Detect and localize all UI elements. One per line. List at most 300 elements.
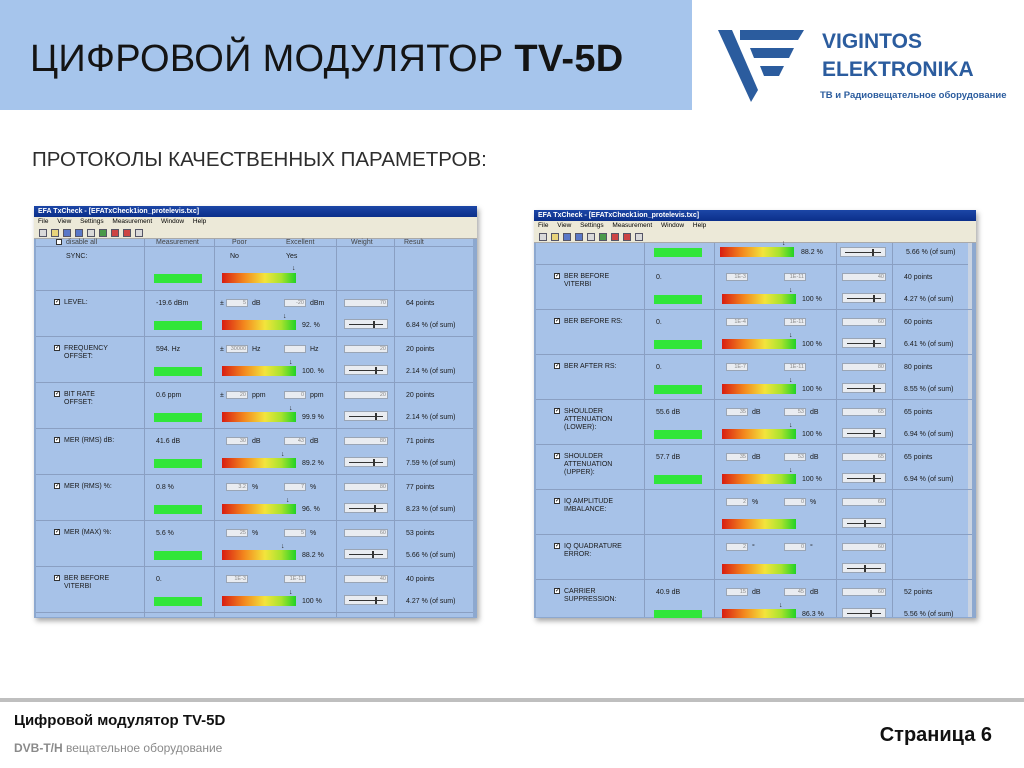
page-title: ЦИФРОВОЙ МОДУЛЯТОР TV-5D: [30, 38, 624, 80]
parameter-label: ATTENUATION: [564, 416, 613, 423]
quality-meter: [722, 429, 796, 439]
parameter-row: [536, 535, 972, 580]
excellent-limit-input[interactable]: 5: [284, 529, 306, 537]
parameter-checkbox[interactable]: ✓: [555, 453, 561, 459]
sync-no-label: No: [230, 253, 239, 260]
parameter-label: BER AFTER RS:: [564, 363, 617, 370]
sync-marker-icon: ↓: [292, 265, 296, 272]
page-number: Страница 6: [879, 724, 992, 746]
weight-share: 6.94 % (of sum): [904, 431, 954, 438]
quality-percent: 88.2 %: [302, 552, 324, 559]
section-subtitle: ПРОТОКОЛЫ КАЧЕСТВЕННЫХ ПАРАМЕТРОВ:: [32, 148, 487, 171]
quality-meter: [222, 550, 296, 560]
parameter-label: BER BEFORE: [64, 575, 110, 582]
menu-view[interactable]: View: [57, 218, 72, 225]
status-box: [154, 505, 202, 514]
menu-help[interactable]: Help: [692, 222, 707, 229]
weight-slider[interactable]: [344, 365, 388, 375]
excellent-limit-input[interactable]: 1E-11: [784, 318, 806, 326]
parameter-checkbox[interactable]: ✓: [555, 408, 561, 414]
measured-value: 0.: [656, 364, 662, 371]
menu-settings[interactable]: Settings: [580, 222, 604, 229]
parameter-row: [36, 521, 473, 567]
poor-limit-input[interactable]: 3.2: [226, 483, 248, 491]
poor-limit-input[interactable]: 1E-3: [726, 273, 748, 281]
quality-meter: [720, 247, 794, 257]
parameter-row: [536, 310, 972, 355]
run-icon[interactable]: [599, 233, 607, 241]
disable-all-checkbox[interactable]: [56, 239, 62, 245]
weight-input[interactable]: 60: [842, 588, 886, 596]
excellent-limit-input[interactable]: 7: [284, 483, 306, 491]
weight-share: 5.66 % (of sum): [906, 249, 956, 256]
measurement-header: Measurement: [156, 239, 199, 246]
meter-marker-icon: ↓: [789, 422, 793, 429]
menu-window[interactable]: Window: [160, 218, 185, 225]
sync-label: SYNC:: [66, 253, 88, 260]
parameter-label: ERROR:: [564, 551, 592, 558]
save-as-icon[interactable]: [575, 233, 583, 241]
quality-meter: [722, 294, 796, 304]
poor-limit-input[interactable]: 30000: [226, 345, 248, 353]
parameter-label: SHOULDER: [564, 408, 603, 415]
measured-value: 0.: [656, 319, 662, 326]
points-value: 20 points: [406, 392, 435, 399]
open-icon[interactable]: [51, 229, 59, 237]
parameter-grid-right: [536, 240, 972, 618]
parameter-label: IQ QUADRATURE: [564, 543, 622, 550]
poor-limit-unit: ppm: [252, 392, 266, 399]
excellent-limit-input[interactable]: 45: [784, 588, 806, 596]
weight-input[interactable]: 65: [842, 408, 886, 416]
weight-share: 5.66 % (of sum): [406, 552, 456, 559]
window-titlebar[interactable]: EFA TxCheck - [EFATxCheck1ion_protelevis.txc]: [534, 210, 976, 221]
meter-marker-icon: ↓: [286, 497, 290, 504]
parameter-row: [36, 475, 473, 521]
quality-meter: [222, 458, 296, 468]
poor-limit-unit: %: [252, 484, 259, 491]
excellent-limit-input[interactable]: -20: [284, 299, 306, 307]
parameter-checkbox[interactable]: ✓: [55, 575, 61, 581]
menu-window[interactable]: Window: [660, 222, 685, 229]
excellent-limit-unit: Hz: [310, 346, 319, 353]
stop-icon[interactable]: [111, 229, 119, 237]
quality-percent: 100 %: [802, 386, 822, 393]
parameter-row: [36, 567, 473, 613]
measured-value: 40.9 dB: [656, 589, 681, 596]
meter-marker-icon: ↓: [789, 467, 793, 474]
poor-limit-input[interactable]: 15: [726, 588, 748, 596]
status-box: [154, 321, 202, 330]
measured-value: 57.7 dB: [656, 454, 681, 461]
logo-name: VIGINTOS ELEKTRONIKA: [822, 30, 974, 81]
parameter-label: BER BEFORE: [564, 273, 610, 280]
parameter-checkbox[interactable]: ✓: [55, 391, 61, 397]
quality-meter: [222, 504, 296, 514]
weight-input[interactable]: 80: [842, 363, 886, 371]
quality-percent: 96. %: [302, 506, 320, 513]
footer-title: Цифровой модулятор TV-5D: [14, 712, 226, 729]
poor-limit-unit: dB: [752, 589, 761, 596]
parameter-checkbox[interactable]: ✓: [55, 437, 61, 443]
parameter-checkbox[interactable]: ✓: [555, 498, 561, 504]
excellent-limit-input[interactable]: 0: [784, 498, 806, 506]
quality-meter: [222, 596, 296, 606]
meter-marker-icon: ↓: [782, 240, 786, 247]
weight-input[interactable]: 60: [842, 318, 886, 326]
parameter-label: (LOWER):: [564, 424, 597, 431]
logo-tagline: ТВ и Радиовещательное оборудование: [820, 90, 1007, 101]
weight-input[interactable]: 60: [344, 529, 388, 537]
measured-value: 0.6 ppm: [156, 392, 182, 399]
excellent-limit-input[interactable]: 0: [784, 543, 806, 551]
poor-limit-input[interactable]: 35: [726, 453, 748, 461]
poor-limit-unit: dB: [252, 438, 261, 445]
measured-value: 0.8 %: [156, 484, 174, 491]
excellent-limit-unit: %: [810, 499, 817, 506]
weight-slider[interactable]: [344, 319, 388, 329]
points-value: 40 points: [406, 576, 435, 583]
weight-slider[interactable]: [344, 457, 388, 467]
parameter-label: BER BEFORE RS:: [564, 318, 623, 325]
disable-all-label: disable all: [66, 239, 98, 246]
points-value: 40 points: [904, 274, 933, 281]
excellent-limit-unit: ppm: [310, 392, 324, 399]
excellent-limit-unit: dB: [810, 409, 819, 416]
weight-input[interactable]: 20: [344, 391, 388, 399]
weight-slider[interactable]: [840, 247, 886, 257]
quality-meter: [722, 609, 796, 618]
weight-slider[interactable]: [344, 549, 388, 559]
poor-limit-input[interactable]: 30: [226, 437, 248, 445]
logo-mark-icon: [718, 28, 808, 102]
parameter-label: CARRIER: [564, 588, 596, 595]
parameter-checkbox[interactable]: ✓: [555, 543, 561, 549]
weight-share: 2.14 % (of sum): [406, 368, 456, 375]
parameter-row: [36, 383, 473, 429]
result-header: Result: [404, 239, 424, 246]
measured-value: -19.6 dBm: [156, 300, 189, 307]
parameter-label: VITERBI: [564, 281, 592, 288]
weight-slider[interactable]: [344, 503, 388, 513]
quality-meter: [722, 474, 796, 484]
excellent-limit-unit: °: [810, 544, 813, 551]
weight-slider[interactable]: [842, 473, 886, 483]
poor-limit-input[interactable]: 1E-3: [226, 575, 248, 583]
meter-marker-icon: ↓: [779, 602, 783, 609]
print-icon[interactable]: [587, 233, 595, 241]
compare-icon[interactable]: [123, 229, 131, 237]
menu-measurement[interactable]: Measurement: [112, 218, 153, 225]
quality-meter: [222, 412, 296, 422]
open-icon[interactable]: [551, 233, 559, 241]
excellent-limit-unit: dB: [810, 454, 819, 461]
points-value: 80 points: [904, 364, 933, 371]
parameter-label: OFFSET:: [64, 399, 93, 406]
parameter-row: [36, 291, 473, 337]
points-value: 60 points: [904, 319, 933, 326]
poor-limit-input[interactable]: 2: [726, 498, 748, 506]
measured-value: 0.: [156, 576, 162, 583]
weight-slider[interactable]: [344, 411, 388, 421]
parameter-label: LEVEL:: [64, 299, 88, 306]
weight-slider[interactable]: [842, 293, 886, 303]
weight-input[interactable]: 40: [842, 273, 886, 281]
footer-divider: [0, 698, 1024, 702]
new-icon[interactable]: [39, 229, 47, 237]
points-value: 52 points: [904, 589, 933, 596]
plus-minus-label: ±: [220, 392, 224, 399]
excellent-header: Excellent: [286, 239, 315, 246]
meter-marker-icon: ↓: [289, 405, 293, 412]
quality-percent: 100 %: [802, 341, 822, 348]
meter-marker-icon: ↓: [289, 359, 293, 366]
status-box: [154, 413, 202, 422]
save-icon[interactable]: [63, 229, 71, 237]
weight-share: 8.23 % (of sum): [406, 506, 456, 513]
meter-marker-icon: ↓: [789, 377, 793, 384]
parameter-checkbox[interactable]: ✓: [55, 299, 61, 305]
meter-marker-icon: ↓: [281, 543, 285, 550]
parameter-row: [536, 265, 972, 310]
parameter-row: [536, 580, 972, 618]
weight-slider[interactable]: [842, 563, 886, 573]
print-icon[interactable]: [87, 229, 95, 237]
weight-share: 4.27 % (of sum): [406, 598, 456, 605]
measured-value: 0.: [656, 274, 662, 281]
excellent-limit-input[interactable]: 53: [784, 453, 806, 461]
parameter-row: [536, 490, 972, 535]
stop-icon[interactable]: [611, 233, 619, 241]
poor-limit-unit: °: [752, 544, 755, 551]
quality-percent: 100 %: [302, 598, 322, 605]
weight-share: 5.56 % (of sum): [904, 611, 954, 618]
footer-subtitle: DVB-T/H вещательное оборудование: [14, 741, 223, 755]
parameter-checkbox[interactable]: ✓: [55, 345, 61, 351]
poor-limit-input[interactable]: 35: [726, 408, 748, 416]
menu-measurement[interactable]: Measurement: [612, 222, 653, 229]
parameter-label: IMBALANCE:: [564, 506, 607, 513]
grid-header-row: [36, 239, 473, 247]
parameter-label: BIT RATE: [64, 391, 95, 398]
menu-bar: [34, 217, 477, 227]
weight-share: 7.59 % (of sum): [406, 460, 456, 467]
weight-input[interactable]: 60: [842, 543, 886, 551]
weight-slider[interactable]: [842, 518, 886, 528]
weight-share: 6.41 % (of sum): [904, 341, 954, 348]
top-partial-row: [536, 240, 972, 265]
status-box: [654, 295, 702, 304]
points-value: 65 points: [904, 409, 933, 416]
quality-percent: 100 %: [802, 431, 822, 438]
parameter-label: OFFSET:: [64, 353, 93, 360]
poor-limit-input[interactable]: 20: [226, 391, 248, 399]
weight-share: 8.55 % (of sum): [904, 386, 954, 393]
points-value: 65 points: [904, 454, 933, 461]
measured-value: 41.6 dB: [156, 438, 181, 445]
excellent-limit-input[interactable]: 43: [284, 437, 306, 445]
parameter-checkbox[interactable]: ✓: [555, 363, 561, 369]
status-box: [154, 551, 202, 560]
status-box: [154, 459, 202, 468]
parameter-checkbox[interactable]: ✓: [55, 529, 61, 535]
status-box: [654, 248, 702, 257]
points-value: 71 points: [406, 438, 435, 445]
menu-help[interactable]: Help: [192, 218, 207, 225]
parameter-checkbox[interactable]: ✓: [555, 273, 561, 279]
parameter-label: FREQUENCY: [64, 345, 108, 352]
menu-file[interactable]: File: [538, 222, 549, 229]
run-icon[interactable]: [99, 229, 107, 237]
excellent-limit-unit: dBm: [310, 300, 325, 307]
quality-percent: 92. %: [302, 322, 320, 329]
parameter-label: MER (RMS) %:: [64, 483, 112, 490]
new-icon[interactable]: [539, 233, 547, 241]
weight-share: 4.27 % (of sum): [904, 296, 954, 303]
poor-limit-unit: %: [252, 530, 259, 537]
status-box: [654, 385, 702, 394]
parameter-label: IQ AMPLITUDE: [564, 498, 614, 505]
poor-limit-unit: %: [752, 499, 759, 506]
status-box: [654, 610, 702, 618]
weight-header: Weight: [351, 239, 373, 246]
list-icon[interactable]: [135, 229, 143, 237]
parameter-checkbox[interactable]: ✓: [555, 318, 561, 324]
quality-percent: 88.2 %: [801, 249, 823, 256]
poor-limit-input[interactable]: 1E-4: [726, 318, 748, 326]
save-icon[interactable]: [563, 233, 571, 241]
parameter-row: [536, 355, 972, 400]
weight-input[interactable]: 70: [344, 299, 388, 307]
measured-value: 5.6 %: [156, 530, 174, 537]
meter-marker-icon: ↓: [281, 451, 285, 458]
weight-input[interactable]: 20: [344, 345, 388, 353]
weight-input[interactable]: 60: [842, 498, 886, 506]
txcheck-window-right: [534, 210, 976, 618]
sync-meter: [222, 273, 296, 283]
parameter-row: [536, 400, 972, 445]
parameter-label: VITERBI: [64, 583, 92, 590]
parameter-checkbox[interactable]: ✓: [555, 588, 561, 594]
weight-share: 6.94 % (of sum): [904, 476, 954, 483]
quality-meter: [722, 519, 796, 529]
meter-marker-icon: ↓: [789, 287, 793, 294]
weight-input[interactable]: 80: [344, 437, 388, 445]
points-value: 77 points: [406, 484, 435, 491]
points-value: 64 points: [406, 300, 435, 307]
status-box: [654, 340, 702, 349]
weight-input[interactable]: 65: [842, 453, 886, 461]
parameter-label: SHOULDER: [564, 453, 603, 460]
quality-meter: [722, 384, 796, 394]
poor-limit-input[interactable]: 1E-7: [726, 363, 748, 371]
excellent-limit-input[interactable]: 1E-11: [784, 273, 806, 281]
quality-meter: [722, 339, 796, 349]
excellent-limit-input[interactable]: 0: [284, 391, 306, 399]
status-box: [154, 597, 202, 606]
weight-input[interactable]: 80: [344, 483, 388, 491]
status-box: [154, 367, 202, 376]
weight-slider[interactable]: [842, 608, 886, 618]
menu-bar: [534, 221, 976, 231]
excellent-limit-input[interactable]: 1E-11: [784, 363, 806, 371]
poor-header: Poor: [232, 239, 247, 246]
excellent-limit-input[interactable]: 53: [784, 408, 806, 416]
excellent-limit-unit: %: [310, 530, 317, 537]
menu-settings[interactable]: Settings: [80, 218, 104, 225]
parameter-checkbox[interactable]: ✓: [55, 483, 61, 489]
points-value: 53 points: [406, 530, 435, 537]
weight-slider[interactable]: [842, 338, 886, 348]
excellent-limit-input[interactable]: [284, 345, 306, 353]
parameter-label: (UPPER):: [564, 469, 595, 476]
meter-marker-icon: ↓: [283, 313, 287, 320]
quality-meter: [222, 320, 296, 330]
toolbar: [34, 227, 477, 239]
toolbar: [534, 231, 976, 243]
menu-view[interactable]: View: [557, 222, 572, 229]
save-as-icon[interactable]: [75, 229, 83, 237]
txcheck-window-left: [34, 206, 477, 618]
weight-slider[interactable]: [842, 428, 886, 438]
plus-minus-label: ±: [220, 346, 224, 353]
poor-limit-unit: dB: [252, 300, 261, 307]
measured-value: 55.6 dB: [656, 409, 681, 416]
compare-icon[interactable]: [623, 233, 631, 241]
parameter-grid-left: [36, 239, 473, 617]
weight-share: 2.14 % (of sum): [406, 414, 456, 421]
quality-percent: 100 %: [802, 476, 822, 483]
excellent-limit-unit: dB: [810, 589, 819, 596]
points-value: 20 points: [406, 346, 435, 353]
parameter-row: [536, 445, 972, 490]
poor-limit-input[interactable]: 5: [226, 299, 248, 307]
quality-percent: 99.9 %: [302, 414, 324, 421]
sync-row: [36, 247, 473, 291]
quality-percent: 100. %: [302, 368, 324, 375]
weight-slider[interactable]: [344, 595, 388, 605]
parameter-label: MER (RMS) dB:: [64, 437, 115, 444]
quality-meter: [722, 564, 796, 574]
meter-marker-icon: ↓: [289, 589, 293, 596]
excellent-limit-input[interactable]: 1E-11: [284, 575, 306, 583]
quality-percent: 89.2 %: [302, 460, 324, 467]
parameter-label: MER (MAX) %:: [64, 529, 112, 536]
weight-share: 6.84 % (of sum): [406, 322, 456, 329]
quality-percent: 100 %: [802, 296, 822, 303]
status-box: [654, 430, 702, 439]
parameter-row: [36, 429, 473, 475]
quality-percent: 86.3 %: [802, 611, 824, 618]
poor-limit-unit: Hz: [252, 346, 261, 353]
window-titlebar[interactable]: EFA TxCheck - [EFATxCheck1ion_protelevis.txc]: [34, 206, 477, 217]
status-box: [654, 475, 702, 484]
sync-yes-label: Yes: [286, 253, 298, 260]
excellent-limit-unit: %: [310, 484, 317, 491]
menu-file[interactable]: File: [38, 218, 49, 225]
poor-limit-input[interactable]: 25: [226, 529, 248, 537]
company-logo: [712, 22, 1012, 104]
parameter-label: ATTENUATION: [564, 461, 613, 468]
list-icon[interactable]: [635, 233, 643, 241]
poor-limit-input[interactable]: 2: [726, 543, 748, 551]
measured-value: 594. Hz: [156, 346, 181, 353]
parameter-label: SUPPRESSION:: [564, 596, 617, 603]
weight-input[interactable]: 40: [344, 575, 388, 583]
weight-slider[interactable]: [842, 383, 886, 393]
poor-limit-unit: dB: [752, 409, 761, 416]
meter-marker-icon: ↓: [789, 332, 793, 339]
